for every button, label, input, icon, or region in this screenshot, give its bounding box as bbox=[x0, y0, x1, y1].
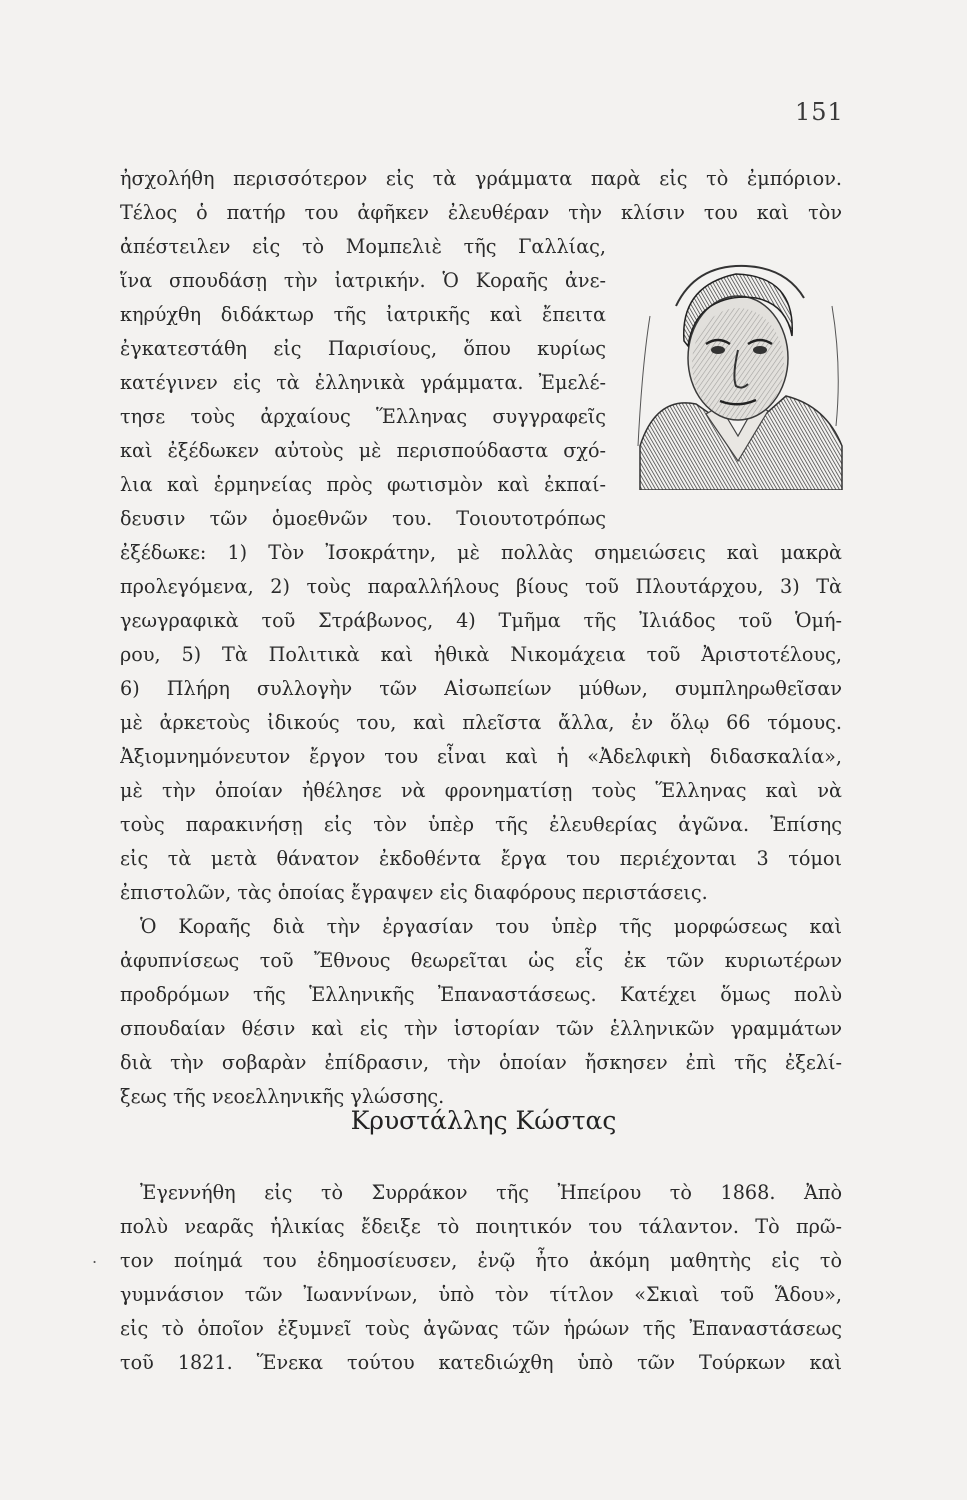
body-line: ἀφυπνίσεως τοῦ Ἔθνους θεωρεῖται ὡς εἷς ἐκ τῶν κυριωτέρων bbox=[120, 949, 842, 972]
body-line: εἰς τὰ μετὰ θάνατον ἐκδοθέντα ἔργα του περιέχονται 3 τόμοι bbox=[120, 847, 842, 870]
body-line: Ὁ Κοραῆς διὰ τὴν ἐργασίαν του ὑπὲρ τῆς μορφώσεως καὶ bbox=[140, 915, 842, 938]
body-line: πολὺ νεαρᾶς ἡλικίας ἔδειξε τὸ ποιητικόν του τάλαντον. Τὸ πρῶ- bbox=[120, 1215, 842, 1238]
body-line: κηρύχθη διδάκτωρ τῆς ἰατρικῆς καὶ ἔπειτα bbox=[120, 303, 606, 326]
body-line: μὲ ἀρκετοὺς ἰδικούς του, καὶ πλεῖστα ἄλλα, ἐν ὅλῳ 66 τόμους. bbox=[120, 711, 842, 734]
body-line: ἵνα σπουδάσῃ τὴν ἰατρικήν. Ὁ Κοραῆς ἀνε- bbox=[120, 269, 606, 292]
body-line: τησε τοὺς ἀρχαίους Ἕλληνας συγγραφεῖς bbox=[120, 405, 606, 428]
portrait-image bbox=[636, 246, 846, 490]
body-line: λια καὶ ἑρμηνείας πρὸς φωτισμὸν καὶ ἐκπαί- bbox=[120, 473, 606, 496]
body-line: 6) Πλήρη συλλογὴν τῶν Αἰσωπείων μύθων, συμπληρωθεῖσαν bbox=[120, 677, 842, 700]
body-line: κατέγινεν εἰς τὰ ἑλληνικὰ γράμματα. Ἐμελέ- bbox=[120, 371, 606, 394]
body-line: τον ποίημά του ἐδημοσίευσεν, ἐνῷ ἦτο ἀκόμη μαθητὴς εἰς τὸ bbox=[120, 1249, 842, 1272]
margin-speck: . bbox=[92, 1248, 98, 1267]
body-line: τοὺς παρακινήσῃ εἰς τὸν ὑπὲρ τῆς ἐλευθερίας ἀγῶνα. Ἐπίσης bbox=[120, 813, 842, 836]
body-line: Τέλος ὁ πατήρ του ἀφῆκεν ἐλευθέραν τὴν κλίσιν του καὶ τὸν bbox=[120, 201, 842, 224]
body-line: γεωγραφικὰ τοῦ Στράβωνος, 4) Τμῆμα τῆς Ἰλιάδος τοῦ Ὁμή- bbox=[120, 609, 842, 632]
body-line: ἠσχολήθη περισσότερον εἰς τὰ γράμματα παρὰ εἰς τὸ ἐμπόριον. bbox=[120, 167, 842, 190]
body-line: ἀπέστειλεν εἰς τὸ Μομπελιὲ τῆς Γαλλίας, bbox=[120, 235, 606, 258]
body-line: ἐξέδωκε: 1) Τὸν Ἰσοκράτην, μὲ πολλὰς σημειώσεις καὶ μακρὰ bbox=[120, 541, 842, 564]
body-line: Ἀξιομνημόνευτον ἔργον του εἶναι καὶ ἡ «Ἀδελφικὴ διδασκαλία», bbox=[120, 745, 842, 768]
body-line: προλεγόμενα, 2) τοὺς παραλλήλους βίους τοῦ Πλουτάρχου, 3) Τὰ bbox=[120, 575, 842, 598]
body-line: Ἐγεννήθη εἰς τὸ Συρράκον τῆς Ἠπείρου τὸ 1868. Ἀπὸ bbox=[140, 1181, 842, 1204]
body-line: καὶ ἐξέδωκεν αὐτοὺς μὲ περισπούδαστα σχό- bbox=[120, 439, 606, 462]
body-line: δευσιν τῶν ὁμοεθνῶν του. Τοιουτοτρόπως bbox=[120, 507, 606, 530]
body-line: εἰς τὸ ὁποῖον ἐξυμνεῖ τοὺς ἀγῶνας τῶν ἡρώων τῆς Ἐπαναστάσεως bbox=[120, 1317, 842, 1340]
section-heading: Κρυστάλλης Κώστας bbox=[350, 1106, 617, 1135]
body-line: ξεως τῆς νεοελληνικῆς γλώσσης. bbox=[120, 1085, 445, 1108]
body-line: ρου, 5) Τὰ Πολιτικὰ καὶ ἠθικὰ Νικομάχεια τοῦ Ἀριστοτέλους, bbox=[120, 643, 842, 666]
body-line: σπουδαίαν θέσιν καὶ εἰς τὴν ἱστορίαν τῶν ἑλληνικῶν γραμμάτων bbox=[120, 1017, 842, 1040]
body-line: μὲ τὴν ὁποίαν ἠθέλησε νὰ φρονηματίσῃ τοὺς Ἕλληνας καὶ νὰ bbox=[120, 779, 842, 802]
body-line: προδρόμων τῆς Ἑλληνικῆς Ἐπαναστάσεως. Κατέχει ὅμως πολὺ bbox=[120, 983, 842, 1006]
body-line: διὰ τὴν σοβαρὰν ἐπίδρασιν, τὴν ὁποίαν ἤσκησεν ἐπὶ τῆς ἐξελί- bbox=[120, 1051, 842, 1074]
body-line: γυμνάσιον τῶν Ἰωαννίνων, ὑπὸ τὸν τίτλον «Σκιαὶ τοῦ Ἅδου», bbox=[120, 1283, 842, 1306]
body-line: ἐπιστολῶν, τὰς ὁποίας ἔγραψεν εἰς διαφόρους περιστάσεις. bbox=[120, 881, 708, 904]
body-line: ἐγκατεστάθη εἰς Παρισίους, ὅπου κυρίως bbox=[120, 337, 606, 360]
page-number: 151 bbox=[795, 98, 844, 126]
body-line: τοῦ 1821. Ἕνεκα τούτου κατεδιώχθη ὑπὸ τῶν Τούρκων καὶ bbox=[120, 1351, 842, 1374]
